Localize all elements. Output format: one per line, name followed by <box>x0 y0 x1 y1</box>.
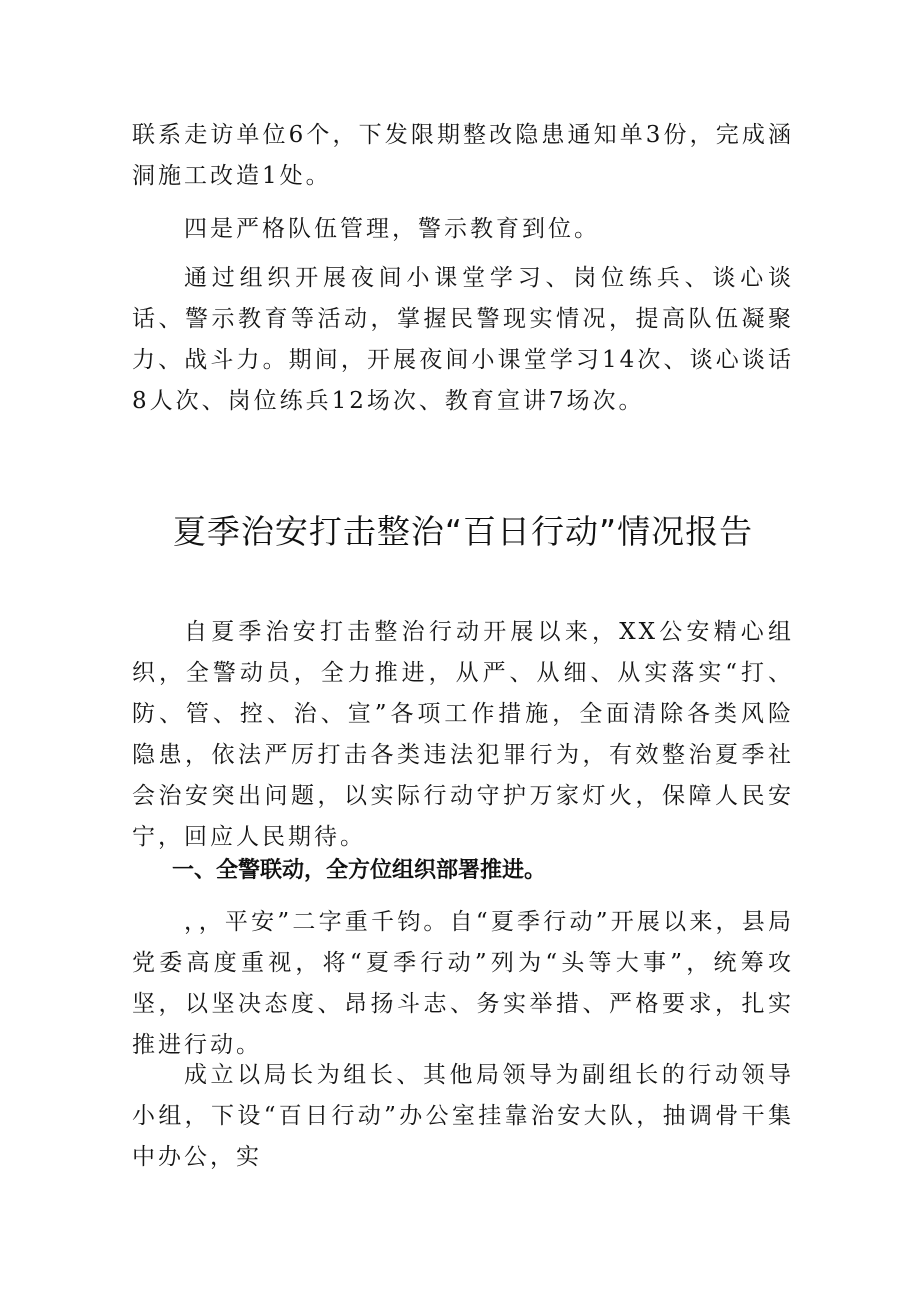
report-title: 夏季治安打击整治“百日行动”情况报告 <box>172 512 754 551</box>
paragraph-continued-visits: 联系走访单位6个，下发限期整改隐患通知单3份，完成涵洞施工改造1处。 <box>132 122 794 189</box>
paragraph-section-one-second: 成立以局长为组长、其他局领导为副组长的行动领导小组，下设“百日行动”办公室挂靠治安大队，抽调骨干集中办公，实 <box>132 1062 794 1170</box>
section-heading-one: 一、全警联动，全方位组织部署推进。 <box>172 858 547 883</box>
paragraph-section-one-first: ，，平安”二字重千钧。自“夏季行动”开展以来，县局党委高度重视，将“夏季行动”列为“头等大事”，统筹攻坚，以坚决态度、昂扬斗志、务实举措、严格要求，扎实推进行动。 <box>132 909 794 1058</box>
paragraph-point-four-heading: 四是严格队伍管理，警示教育到位。 <box>184 216 600 242</box>
paragraph-report-intro: 自夏季治安打击整治行动开展以来，XX公安精心组织，全警动员，全力推进，从严、从细、从实落实“打、防、管、控、治、宣”各项工作措施，全面清除各类风险隐患，依法严厉打击各类违法犯罪行为，有效整治夏季社会治安突出问题，以实际行动守护万家灯火，保障人民安宁，回应人民期待。 <box>132 619 794 850</box>
paragraph-team-management: 通过组织开展夜间小课堂学习、岗位练兵、谈心谈话、警示教育等活动，掌握民警现实情况，提高队伍凝聚力、战斗力。期间，开展夜间小课堂学习14次、谈心谈话8人次、岗位练兵12场次、教育宣讲7场次。 <box>132 265 794 414</box>
